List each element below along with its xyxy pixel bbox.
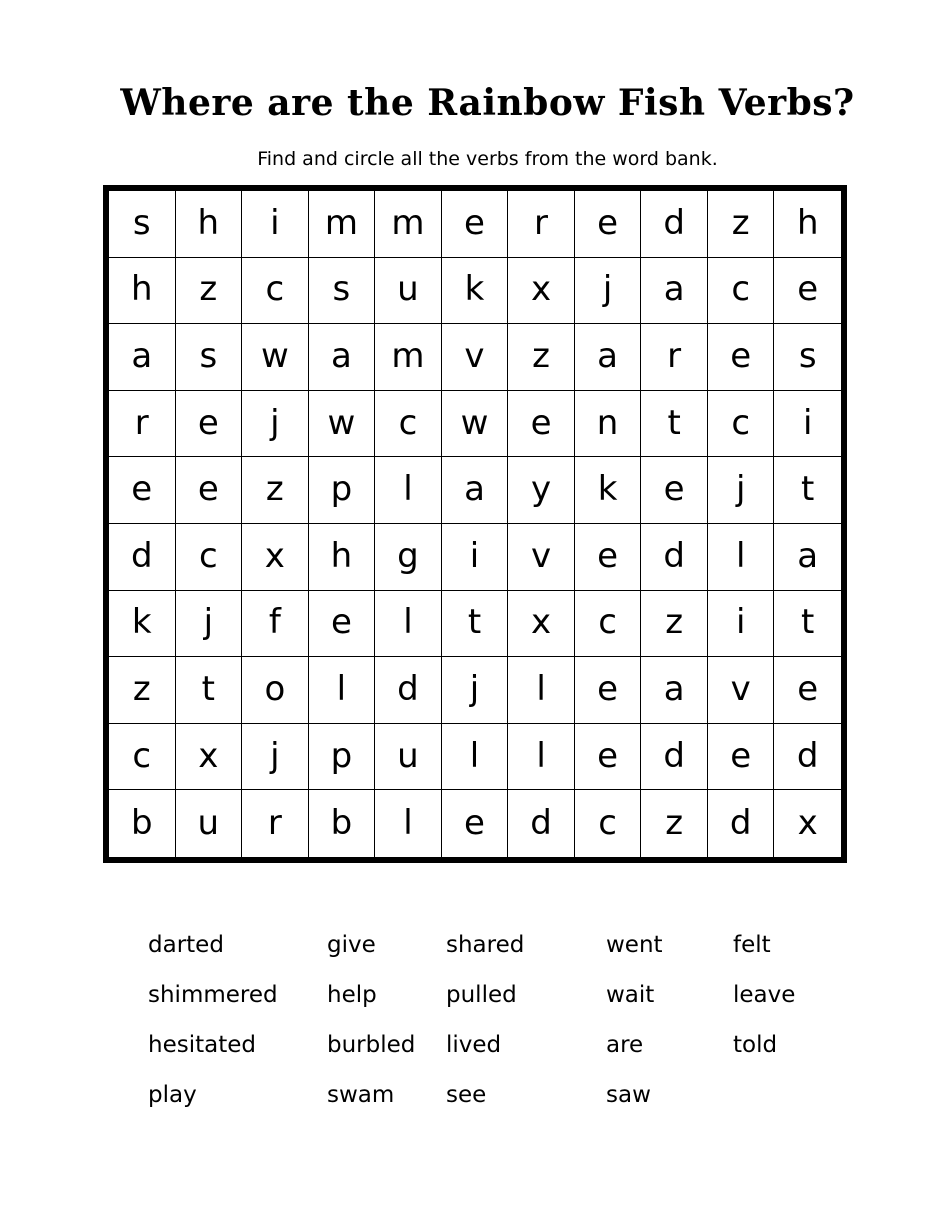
word-search-grid <box>103 185 847 863</box>
grid-cell[interactable]: j <box>442 657 509 724</box>
grid-cell[interactable]: e <box>708 324 775 391</box>
grid-cell[interactable]: g <box>375 524 442 591</box>
grid-cell[interactable]: j <box>242 724 309 791</box>
grid-cell[interactable]: w <box>242 324 309 391</box>
word-bank-word: lived <box>446 1032 502 1058</box>
grid-cell[interactable]: e <box>575 191 642 258</box>
grid-cell[interactable]: s <box>176 324 243 391</box>
grid-cell[interactable]: d <box>641 724 708 791</box>
grid-cell[interactable]: e <box>309 591 376 658</box>
grid-cell[interactable]: a <box>442 457 509 524</box>
grid-cell[interactable]: j <box>575 258 642 325</box>
grid-cell[interactable]: c <box>109 724 176 791</box>
word-bank-word: see <box>446 1082 487 1108</box>
grid-cell[interactable]: s <box>774 324 841 391</box>
grid-cell[interactable]: e <box>774 258 841 325</box>
grid-cell[interactable]: a <box>641 258 708 325</box>
grid-cell[interactable]: t <box>641 391 708 458</box>
grid-cell[interactable]: i <box>442 524 509 591</box>
grid-cell[interactable]: a <box>309 324 376 391</box>
word-bank-column <box>733 920 795 1070</box>
word-bank-word: play <box>148 1082 197 1108</box>
grid-cell[interactable]: m <box>375 191 442 258</box>
grid-cell[interactable]: a <box>109 324 176 391</box>
grid-cell[interactable]: x <box>176 724 243 791</box>
grid-cell[interactable]: r <box>242 790 309 857</box>
grid-cell[interactable]: v <box>708 657 775 724</box>
grid-cell[interactable]: u <box>375 724 442 791</box>
grid-cell[interactable]: t <box>774 457 841 524</box>
grid-cell[interactable]: z <box>176 258 243 325</box>
grid-cell[interactable]: n <box>575 391 642 458</box>
grid-cell[interactable]: a <box>774 524 841 591</box>
grid-cell[interactable]: e <box>109 457 176 524</box>
grid-cell[interactable]: h <box>176 191 243 258</box>
grid-cell[interactable]: p <box>309 724 376 791</box>
grid-cell[interactable]: z <box>109 657 176 724</box>
grid-cell[interactable]: z <box>708 191 775 258</box>
grid-cell[interactable]: z <box>508 324 575 391</box>
grid-cell[interactable]: s <box>309 258 376 325</box>
grid-cell[interactable]: e <box>442 790 509 857</box>
grid-cell[interactable]: c <box>708 391 775 458</box>
worksheet-title: Where are the Rainbow Fish Verbs? <box>120 82 855 124</box>
word-bank-word: shimmered <box>148 982 278 1008</box>
instructions: Find and circle all the verbs from the word bank. <box>257 148 718 170</box>
grid-cell[interactable]: t <box>774 591 841 658</box>
word-bank-column <box>446 920 524 1120</box>
grid-cell[interactable]: i <box>708 591 775 658</box>
grid-cell[interactable]: k <box>442 258 509 325</box>
word-bank-word: felt <box>733 932 771 958</box>
grid-cell[interactable]: e <box>708 724 775 791</box>
grid-cell[interactable]: c <box>375 391 442 458</box>
grid-cell[interactable]: y <box>508 457 575 524</box>
grid-cell[interactable]: l <box>375 790 442 857</box>
grid-cell[interactable]: o <box>242 657 309 724</box>
grid-cell[interactable]: m <box>375 324 442 391</box>
word-bank-word: pulled <box>446 982 517 1008</box>
grid-cell[interactable]: x <box>508 258 575 325</box>
grid-cell[interactable]: x <box>797 802 818 843</box>
word-bank-word: hesitated <box>148 1032 256 1058</box>
word-bank-word: saw <box>606 1082 651 1108</box>
grid-cell[interactable]: v <box>442 324 509 391</box>
grid-cell[interactable]: r <box>508 191 575 258</box>
grid-cell[interactable]: j <box>242 391 309 458</box>
grid-cell[interactable]: c <box>708 258 775 325</box>
grid-cell[interactable]: a <box>575 324 642 391</box>
grid-cell[interactable]: l <box>375 591 442 658</box>
grid-cell[interactable]: b <box>109 790 176 857</box>
grid-cell[interactable]: j <box>176 591 243 658</box>
grid-cell[interactable]: d <box>708 790 775 857</box>
grid-cell[interactable]: z <box>641 591 708 658</box>
grid-cell[interactable]: i <box>774 391 841 458</box>
grid-cell[interactable]: c <box>242 258 309 325</box>
word-bank-column <box>327 920 415 1120</box>
grid-cell[interactable]: r <box>641 324 708 391</box>
word-bank-word: burbled <box>327 1032 416 1058</box>
grid-cell[interactable]: k <box>109 591 176 658</box>
grid-cell[interactable]: f <box>242 591 309 658</box>
grid-cell[interactable]: l <box>309 657 376 724</box>
grid-cell[interactable]: j <box>708 457 775 524</box>
grid-cell[interactable]: t <box>442 591 509 658</box>
word-bank-column <box>148 920 278 1120</box>
word-bank-word: darted <box>148 932 224 958</box>
grid-cell[interactable]: e <box>575 724 642 791</box>
grid-cell[interactable]: z <box>641 790 708 857</box>
grid-cell[interactable]: v <box>508 524 575 591</box>
grid-cell[interactable]: p <box>309 457 376 524</box>
grid-cell[interactable]: w <box>442 391 509 458</box>
grid-cell[interactable]: c <box>575 790 642 857</box>
grid-cell[interactable]: l <box>508 724 575 791</box>
word-bank-column <box>606 920 663 1120</box>
grid-cell[interactable]: a <box>641 657 708 724</box>
grid-cell[interactable]: t <box>176 657 243 724</box>
grid-cell[interactable]: d <box>508 790 575 857</box>
grid-cell[interactable]: u <box>375 258 442 325</box>
grid-cell[interactable]: x <box>242 524 309 591</box>
grid-cell[interactable]: l <box>508 657 575 724</box>
grid-cell[interactable]: e <box>774 657 841 724</box>
word-bank-word: wait <box>606 982 655 1008</box>
grid-cell[interactable]: s <box>109 191 176 258</box>
grid-cell[interactable]: i <box>242 191 309 258</box>
grid-cell[interactable]: h <box>109 258 176 325</box>
word-bank-word: give <box>327 932 376 958</box>
word-bank-word: went <box>606 932 663 958</box>
grid-cell[interactable]: d <box>375 657 442 724</box>
grid-cell[interactable]: d <box>774 724 841 791</box>
word-bank <box>0 920 950 1140</box>
grid-cell[interactable]: d <box>641 191 708 258</box>
grid-cell[interactable]: h <box>774 191 841 258</box>
grid-cell[interactable]: l <box>442 724 509 791</box>
word-bank-word: help <box>327 982 377 1008</box>
grid-cell[interactable]: k <box>575 457 642 524</box>
word-bank-word: shared <box>446 932 525 958</box>
grid-cell[interactable]: m <box>309 191 376 258</box>
grid-cell[interactable]: r <box>109 391 176 458</box>
word-bank-word: told <box>733 1032 778 1058</box>
word-bank-word: are <box>606 1032 644 1058</box>
grid-cell[interactable]: l <box>708 524 775 591</box>
grid-cell[interactable]: e <box>575 657 642 724</box>
grid-cell[interactable]: h <box>309 524 376 591</box>
grid-cell[interactable]: c <box>575 591 642 658</box>
grid-cell[interactable]: e <box>442 191 509 258</box>
grid-cell[interactable]: b <box>309 790 376 857</box>
grid-cell[interactable]: e <box>176 391 243 458</box>
grid-cell[interactable]: l <box>375 457 442 524</box>
word-bank-word: leave <box>733 982 796 1008</box>
grid-cell[interactable]: x <box>508 591 575 658</box>
grid-cell[interactable]: u <box>176 790 243 857</box>
grid-cell[interactable]: w <box>309 391 376 458</box>
grid-cell[interactable]: e <box>508 391 575 458</box>
grid-cell[interactable]: d <box>641 524 708 591</box>
grid-cell[interactable]: z <box>242 457 309 524</box>
word-bank-word: swam <box>327 1082 395 1108</box>
grid-cell[interactable]: d <box>109 524 176 591</box>
grid-cell[interactable]: e <box>176 457 243 524</box>
grid-cell[interactable]: c <box>176 524 243 591</box>
grid-cell[interactable]: e <box>575 524 642 591</box>
grid-cell[interactable]: e <box>641 457 708 524</box>
